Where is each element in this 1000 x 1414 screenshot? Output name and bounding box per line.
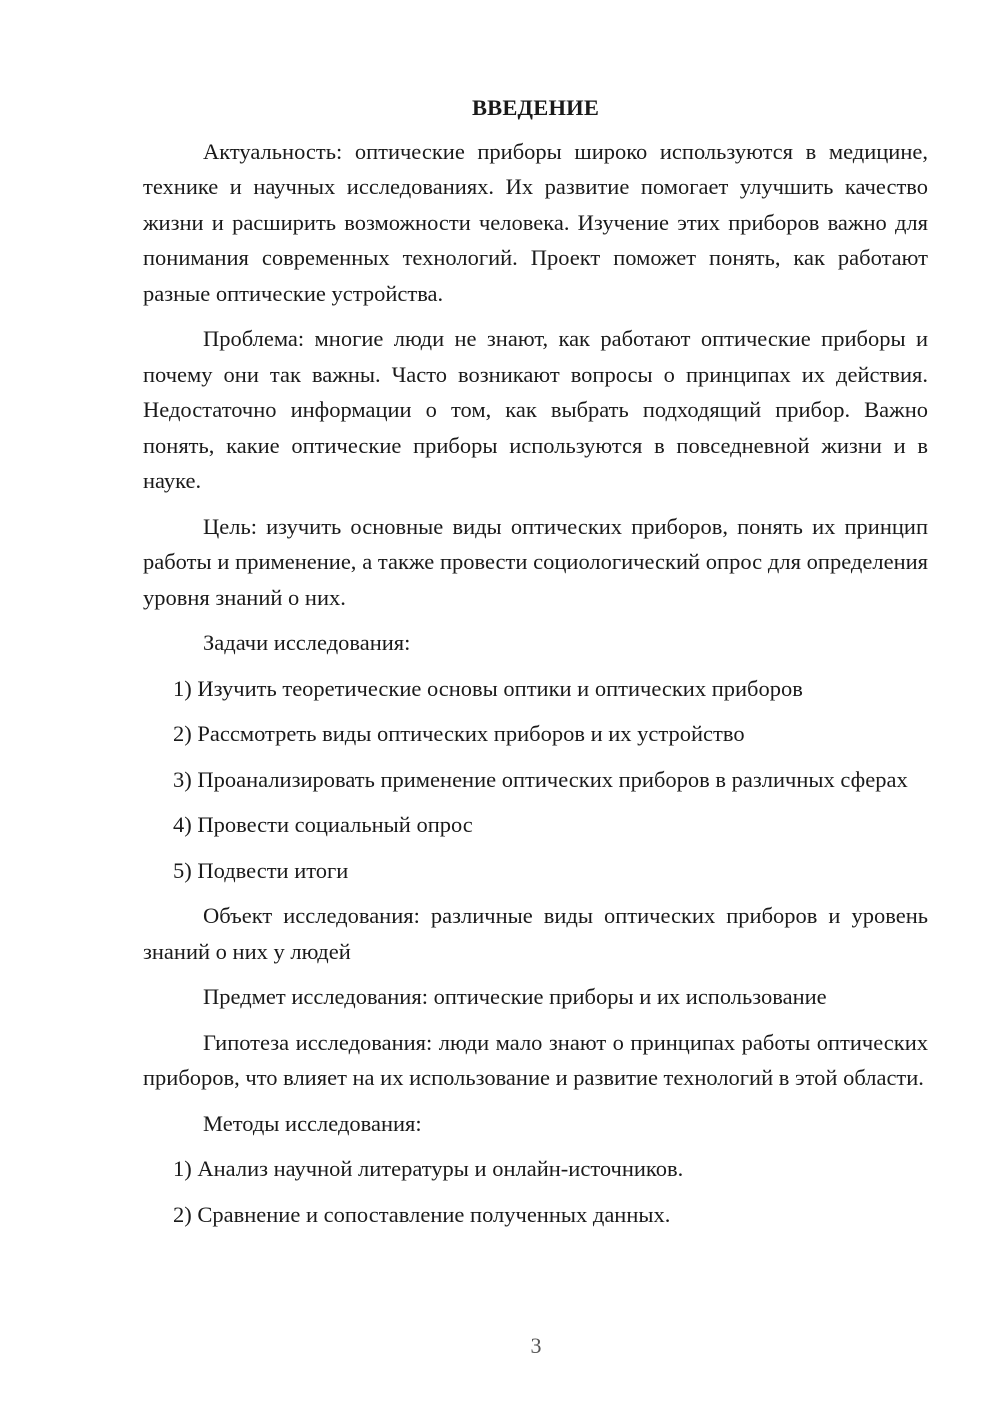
document-page <box>143 90 928 1242</box>
method-item-2: 2) Сравнение и сопоставление полученных данных. <box>173 1201 671 1227</box>
tasks-heading: Задачи исследования: <box>203 630 411 655</box>
methods-heading: Методы исследования: <box>203 1110 422 1136</box>
section-title: ВВЕДЕНИЕ <box>471 95 600 120</box>
problem-paragraph: Проблема: многие люди не знают, как работают оптические приборы и почему они так важны. Часто возникают вопросы о принципах их действия. Недостаточно информации о том, как выбрать подходящий прибор. Важно понять, какие оптические приборы используются в повседневной жизни и в науке. <box>143 326 928 493</box>
section-title-wrap <box>143 90 928 126</box>
relevance-paragraph: Актуальность: оптические приборы широко используются в медицине, технике и научных исследованиях. Их развитие помогает улучшить качество жизни и расширить возможности человека. Изучение этих приборов важно для понимания современных технологий. Проект поможет понять, как работают разные оптические устройства. <box>143 138 928 306</box>
task-item-1: 1) Изучить теоретические основы оптики и оптических приборов <box>173 675 803 701</box>
task-item-5: 5) Подвести итоги <box>173 857 349 883</box>
hypothesis-paragraph: Гипотеза исследования: люди мало знают о принципах работы оптических приборов, что влияет на их использование и развитие технологий в этой области. <box>143 1029 928 1090</box>
goal-paragraph: Цель: изучить основные виды оптических приборов, понять их принцип работы и применение, а также провести социологический опрос для определения уровня знаний о них. <box>143 513 928 610</box>
subject-paragraph: Предмет исследования: оптические приборы и их использование <box>203 984 827 1009</box>
task-item-4: 4) Провести социальный опрос <box>173 812 473 837</box>
page-number: 3 <box>530 1333 542 1358</box>
task-item-3: 3) Проанализировать применение оптических приборов в различных сферах <box>173 766 908 792</box>
object-paragraph: Объект исследования: различные виды оптических приборов и уровень знаний о них у людей <box>143 903 928 964</box>
task-item-2: 2) Рассмотреть виды оптических приборов и их устройство <box>173 721 745 746</box>
method-item-1: 1) Анализ научной литературы и онлайн-источников. <box>173 1156 684 1181</box>
